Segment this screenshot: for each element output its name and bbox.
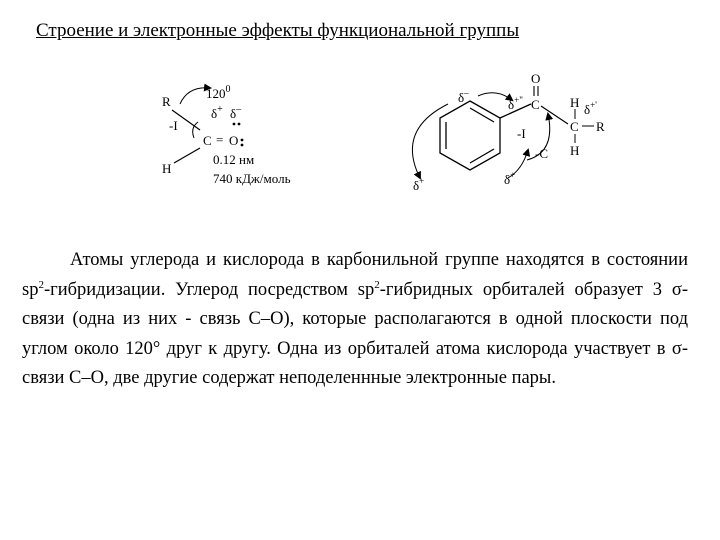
lone-pair-dot <box>241 139 244 142</box>
h-c-bond <box>174 148 200 163</box>
oxygen-label: O <box>229 133 239 148</box>
slide-title: Строение и электронные эффекты функциональной группы <box>36 20 520 41</box>
bond-energy: 740 кДж/моль <box>213 171 291 186</box>
body-paragraph: Атомы углерода и кислорода в карбонильной группе находятся в состоянии $sp^2$-гибридизации. Углерод посредством $sp^2$-гибридных орбиталей образует 3 σ-связи (одна из них - связь С–О), которые располагаются в одной плоскости под углом около 120° друг к другу. Одна из орбиталей атома кислорода участвует в σ-связи С–О, две другие содержат неподеленнные электронные пары. <box>22 250 688 388</box>
inductive-arrow <box>193 122 198 138</box>
alpha-carbon: C <box>570 119 579 134</box>
bond-length: 0.12 нм <box>213 152 255 167</box>
delta-ring-top: δ– <box>458 88 469 105</box>
delta-double-prime: δ+" <box>508 95 523 112</box>
ring-arrow-left <box>412 104 448 178</box>
lone-pair-dot <box>233 123 236 126</box>
ring-arrow-top <box>478 93 512 100</box>
minus-i-label: -I <box>517 126 526 141</box>
h-label: H <box>162 161 172 176</box>
carbon-label: C <box>203 133 212 148</box>
delta-minus-o: δ– <box>230 104 242 121</box>
h-bottom: H <box>570 143 580 158</box>
double-bond: = <box>216 132 224 147</box>
carbonyl-structure-diagrams <box>0 0 720 240</box>
delta-plus-c: δ+ <box>211 104 223 121</box>
angle-label: $120^0$ <box>206 84 231 101</box>
ring-double-bond <box>470 149 494 163</box>
lone-pair-dot <box>238 123 241 126</box>
delta-prime: δ+' <box>584 100 597 117</box>
lone-pair-dot <box>241 144 244 147</box>
r-label: R <box>596 119 605 134</box>
benzene-ring <box>440 101 500 170</box>
oxygen-label: O <box>531 71 541 86</box>
right-benzaldehyde-diagram <box>412 71 605 193</box>
carbonyl-carbon: C <box>531 97 540 112</box>
r-label: R <box>162 94 171 109</box>
c-c-bond <box>541 106 568 124</box>
ring-double-bond <box>470 108 494 122</box>
minus-i-label: -I <box>169 118 178 133</box>
minus-c-label: -C <box>535 146 548 161</box>
delta-ring-bottom: δ+ <box>504 170 516 187</box>
ring-carbonyl-bond <box>500 104 531 118</box>
h-top: H <box>570 95 580 110</box>
delta-ring-left: δ+ <box>413 176 425 193</box>
left-carbonyl-diagram <box>162 84 291 186</box>
